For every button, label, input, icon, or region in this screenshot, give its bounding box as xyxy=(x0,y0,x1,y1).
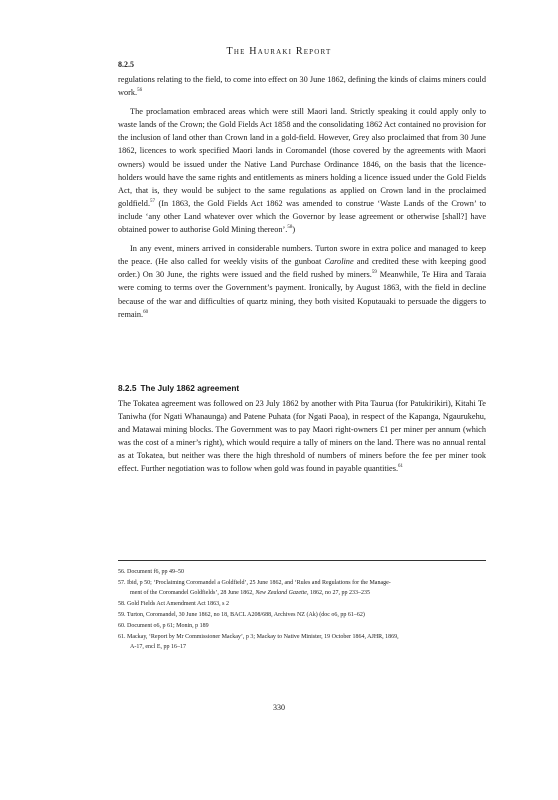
paragraph-3: In any event, miners arrived in considerable numbers. Turton swore in extra police and managed to keep the peace. (He also called for weekly visits of the gunboat Caroline and credited these with keeping good order.) On 30 June, the rights were issued and the field rushed by miners.$^{59}$ Meanwhile, Te Hira and Taraia were coming to terms over the Government’s payment. Ironically, by August 1863, with the field in decline because of the war and difficulties of quartz mining, they both visited Koputauaki to persuade the diggers to remain.$^{60}$ xyxy=(118,244,487,319)
note-ref-61[interactable]: 61 xyxy=(398,464,404,470)
paragraph-1: regulations relating to the field, to come into effect on 30 June 1862, defining the kinds of claims miners could work.$^{56}$ xyxy=(118,75,486,98)
footnotes xyxy=(118,568,486,654)
running-head: The Hauraki Report xyxy=(226,46,332,57)
footnote-57: 57. Ibid, p 50; ‘Proclaiming Coromandel a Goldfield’, 25 June 1862, and ‘Rules and Regulations for the Manage- ment of the Coromandel Goldfields’, 28 June 1862, New Zealand Gazette, 1862, no 27, pp 233–235 xyxy=(118,580,391,596)
body-text xyxy=(118,73,486,321)
ship-name: Caroline xyxy=(324,257,354,267)
note-ref-59[interactable]: 59 xyxy=(371,270,377,276)
section-number: 8.2.5 xyxy=(118,383,137,393)
note-ref-60[interactable]: 60 xyxy=(143,309,149,315)
body-text-section xyxy=(118,397,486,476)
footnote-59: 59. Turton, Coromandel, 30 June 1862, no 18, BACL A208/688, Archives NZ (Ak) (doc o6, pp 61–62) xyxy=(118,611,365,618)
note-ref-58[interactable]: 58 xyxy=(287,225,293,231)
paragraph-2: The proclamation embraced areas which were still Maori land. Strictly speaking it could apply only to waste lands of the Crown; the Gold Fields Act 1858 and the consolidating 1862 Act contained no provision for the inclusion of land other than Crown land in a gold-field. However, Grey also proclaimed that from 30 June 1862, licences to work specified Maori lands in Coromandel (those covered by the agreements with Maori owners) would be issued under the Native Land Purchase Ordinance 1846, on the basis that the licence-holders would have the same rights and entitlements as miners holding a licence issued under the Gold Fields Act, that is, they would be subject to the same regulations as applied on Crown land in the proclaimed goldfield.$^{57}$ (In 1863, the Gold Fields Act 1862 was amended to construe ‘Waste Lands of the Crown’ to include ‘any other Land whatever over which the Governor by lease agreement or otherwise [shall?] have obtained power to authorise Gold Mining thereon’.$^{58}$) xyxy=(118,107,486,235)
section-heading xyxy=(118,383,239,393)
paragraph-4: The Tokatea agreement was followed on 23 July 1862 by another with Pita Taurua (for Patukirikiri), Kitahi Te Taniwha (for Ngati Whanaunga) and Patene Puhata (for Ngati Paoa), in respect of the Kapanga, Ngaurukehu, and Matawai mining blocks. The Government was to pay Maori right-owners £1 per miner per annum (which was the cost of a miner’s right), which would require a tally of miners on the land. There was no annual rental as at Tokatea, but neither was there the high threshold of numbers of miners before the fee per miner took effect. Further negotiation was to follow when gold was found in payable quantities.$^{61}$ xyxy=(118,399,486,474)
footnote-56: 56. Document f6, pp 49–50 xyxy=(118,569,184,575)
page-number: 330 xyxy=(273,703,285,712)
gazette-title: New Zealand Gazette xyxy=(255,589,307,596)
footnote-divider xyxy=(118,560,486,561)
section-title: The July 1862 agreement xyxy=(140,383,240,393)
footnote-58: 58. Gold Fields Act Amendment Act 1863, s 2 xyxy=(118,600,229,607)
note-ref-57[interactable]: 57 xyxy=(150,199,156,205)
note-ref-56[interactable]: 56 xyxy=(137,88,143,94)
section-reference: 8.2.5 xyxy=(118,60,134,69)
footnote-60: 60. Document o6, p 61; Monin, p 189 xyxy=(118,622,209,629)
footnote-61: 61. Mackay, ‘Report by Mr Commissioner Mackay’, p 3; Mackay to Native Minister, 19 October 1864, AJHR, 1869, A-17, encl E, pp 16–17 xyxy=(118,634,399,650)
